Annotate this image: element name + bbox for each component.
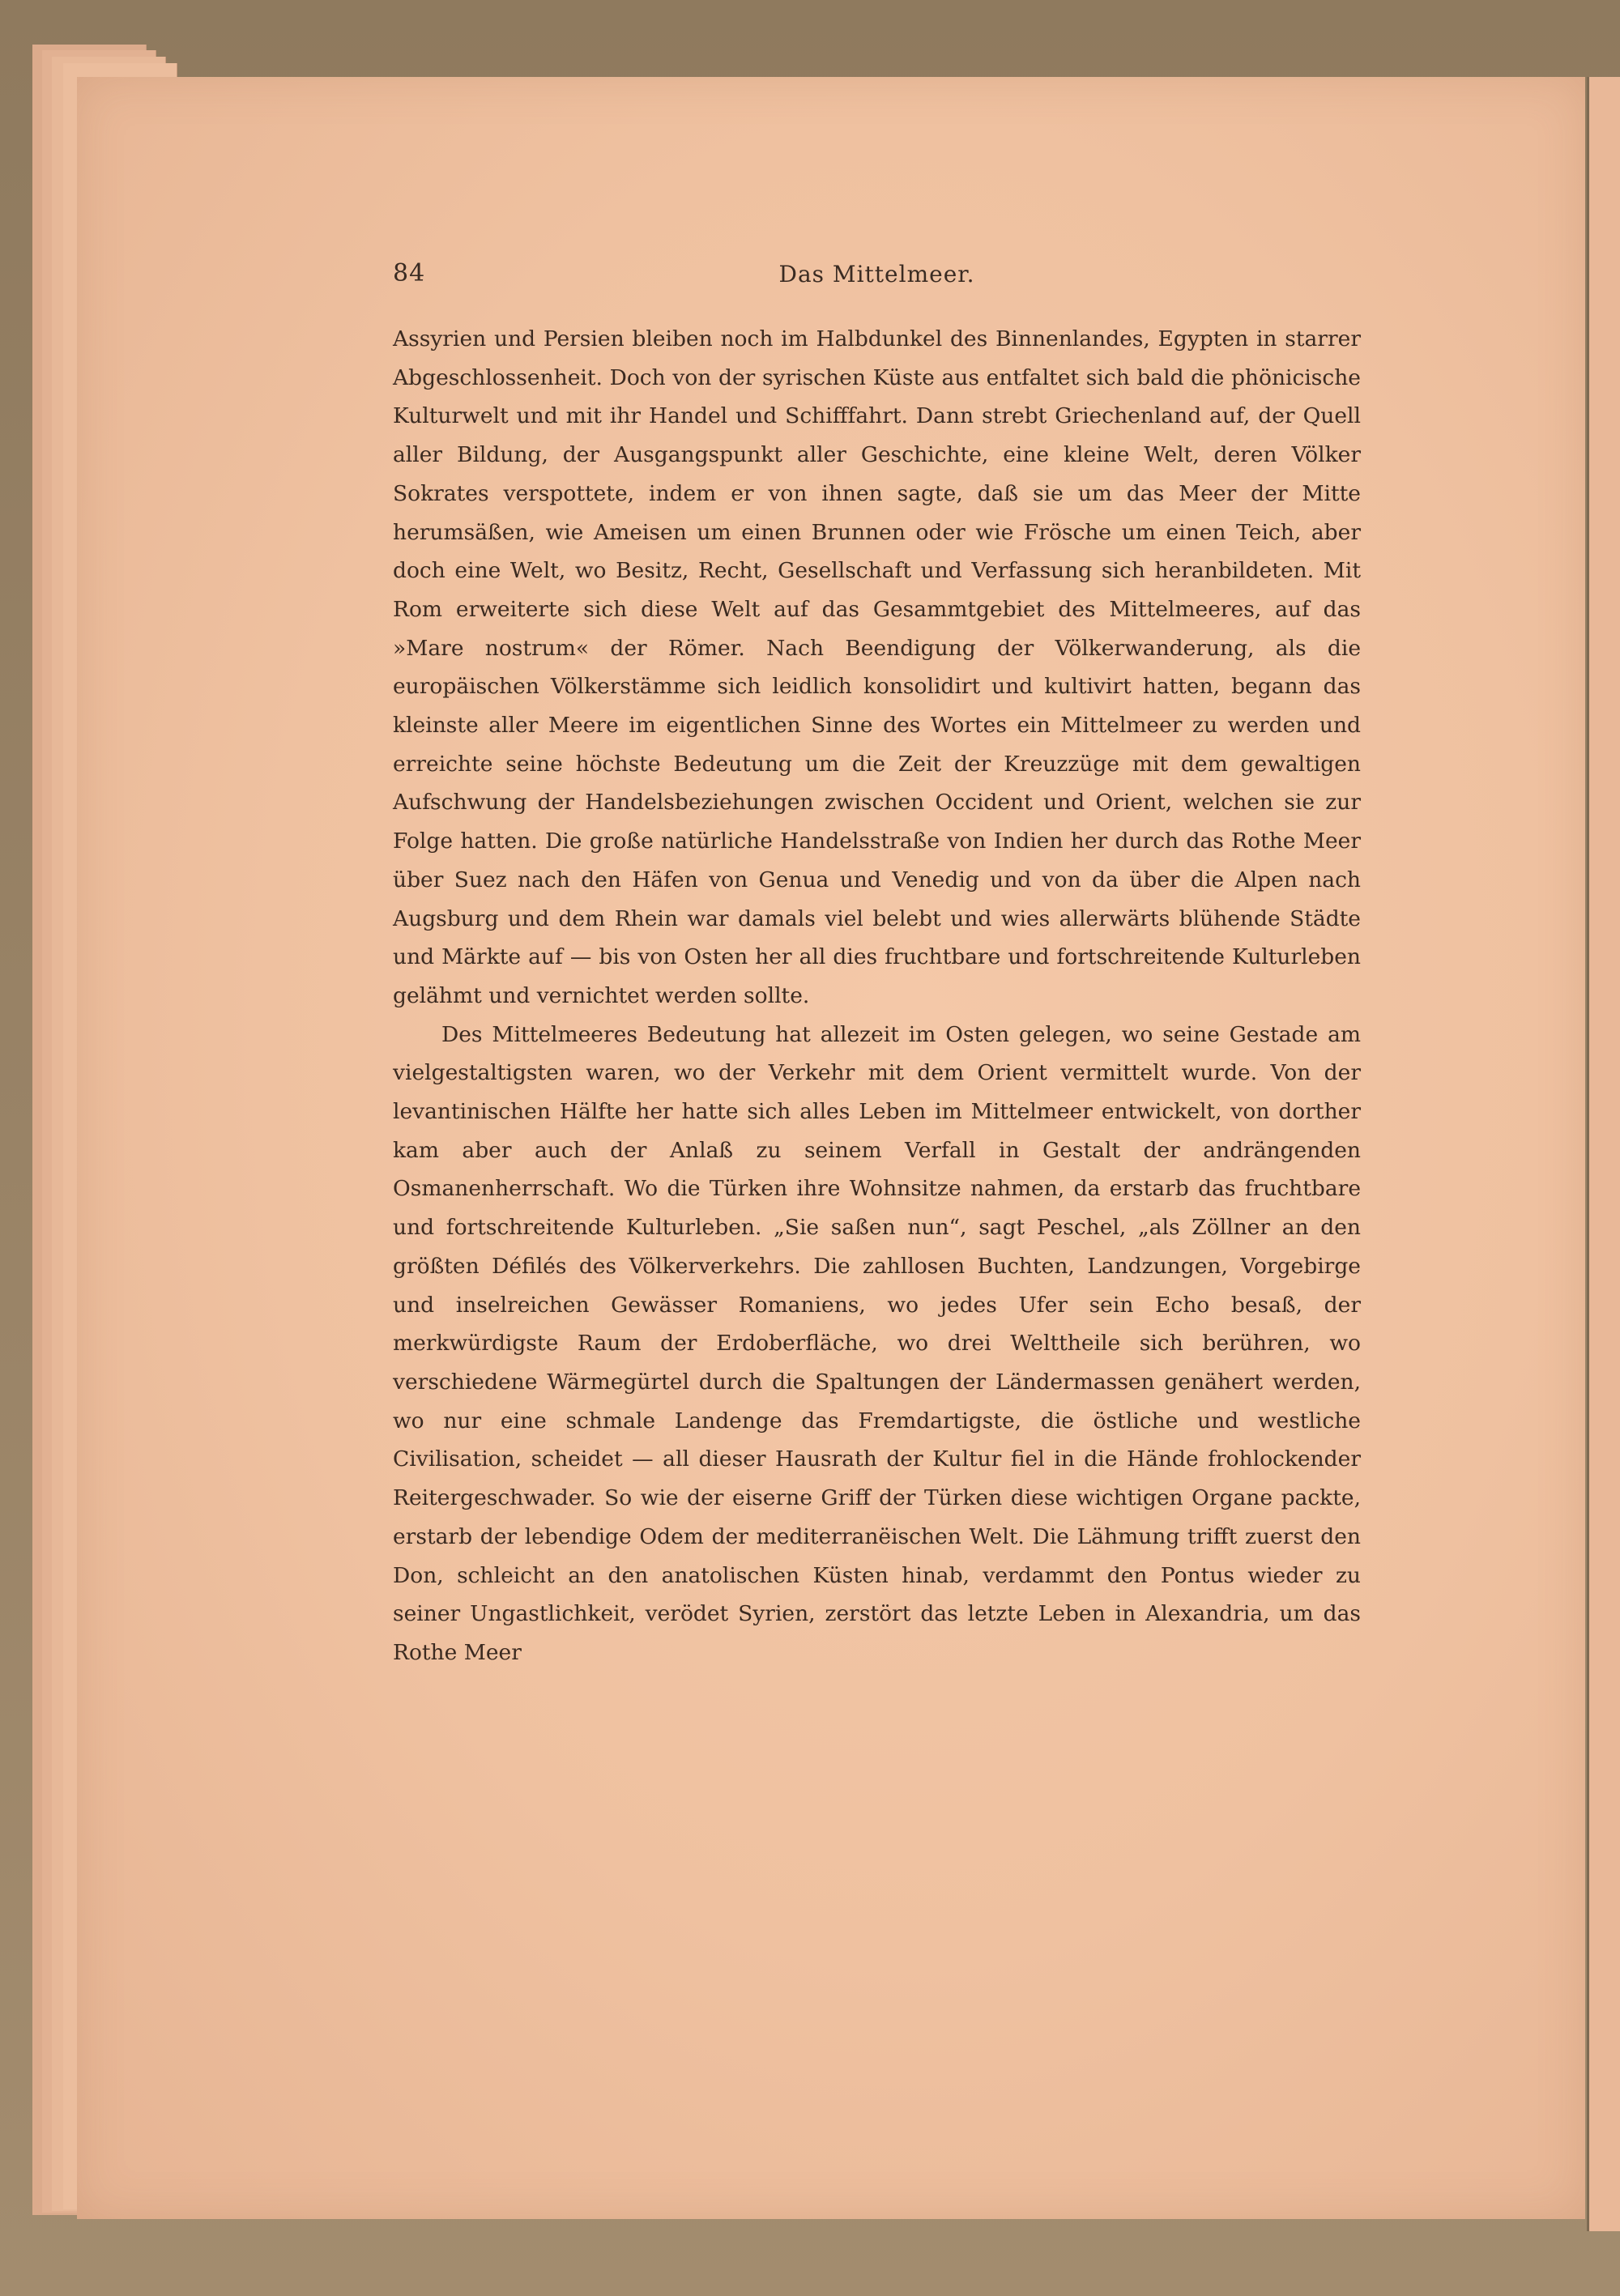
paragraph: Assyrien und Persien bleiben noch im Halbdunkel des Binnenlandes, Egypten in starrer Abgeschlossenheit. Doch von der syrischen Küste aus entfaltet sich bald die phönicische Kulturwelt und mit ihr Handel und Schifffahrt. Dann strebt Griechenland auf, der Quell aller Bildung, der Ausgangspunkt aller Geschichte, eine kleine Welt, deren Völker Sokrates verspottete, indem er von ihnen sagte, daß sie um das Meer der Mitte herumsäßen, wie Ameisen um einen Brunnen oder wie Frösche um einen Teich, aber doch eine Welt, wo Besitz, Recht, Gesellschaft und Verfassung sich heranbildeten. Mit Rom erweiterte sich diese Welt auf das Gesammtgebiet des Mittelmeeres, auf das »Mare nostrum« der Römer. Nach Beendigung der Völkerwanderung, als die europäischen Völkerstämme sich leidlich konsolidirt und kultivirt hatten, begann das kleinste aller Meere im eigentlichen Sinne des Wortes ein Mittelmeer zu werden und erreichte seine höchste Bedeutung um die Zeit der Kreuzzüge mit dem gewaltigen Aufschwung der Handelsbeziehungen zwischen Occident und Orient, welchen sie zur Folge hatten. Die große natürliche Handelsstraße von Indien her durch das Rothe Meer über Suez nach den Häfen von Genua und Venedig und von da über die Alpen nach Augsburg und dem Rhein war damals viel belebt und wies allerwärts blühende Städte und Märkte auf — bis von Osten her all dies fruchtbare und fortschreitende Kulturleben gelähmt und vernichtet werden sollte. [393, 326, 1361, 1008]
page-header [393, 259, 1361, 308]
paragraph: Des Mittelmeeres Bedeutung hat allezeit im Osten gelegen, wo seine Gestade am vielgestaltigsten waren, wo der Verkehr mit dem Orient vermittelt wurde. Von der levantinischen Hälfte her hatte sich alles Leben im Mittelmeer entwickelt, von dorther kam aber auch der Anlaß zu seinem Verfall in Gestalt der andrängenden Osmanenherrschaft. Wo die Türken ihre Wohnsitze nahmen, da erstarb das fruchtbare und fortschreitende Kulturleben. „Sie saßen nun“, sagt Peschel, „als Zöllner an den größten Défilés des Völkerverkehrs. Die zahllosen Buchten, Landzungen, Vorgebirge und inselreichen Gewässer Romaniens, wo jedes Ufer sein Echo besaß, der merkwürdigste Raum der Erdoberfläche, wo drei Welttheile sich berühren, wo verschiedene Wärmegürtel durch die Spaltungen der Ländermassen genähert werden, wo nur eine schmale Landenge das Fremdartigste, die östliche und westliche Civilisation, scheidet — all dieser Hausrath der Kultur fiel in die Hände frohlockender Reitergeschwader. So wie der eiserne Griff der Türken diese wichtigen Organe packte, erstarb der lebendige Odem der mediterranëischen Welt. Die Lähmung trifft zuerst den Don, schleicht an den anatolischen Küsten hinab, verdammt den Pontus wieder zu seiner Ungastlichkeit, verödet Syrien, zerstört das letzte Leben in Alexandria, um das Rothe Meer [393, 1021, 1361, 1665]
page-number: 84 [393, 259, 426, 288]
running-title: Das Mittelmeer. [778, 261, 975, 288]
body-text [393, 320, 1361, 1672]
facing-page-edge [1587, 77, 1620, 2231]
